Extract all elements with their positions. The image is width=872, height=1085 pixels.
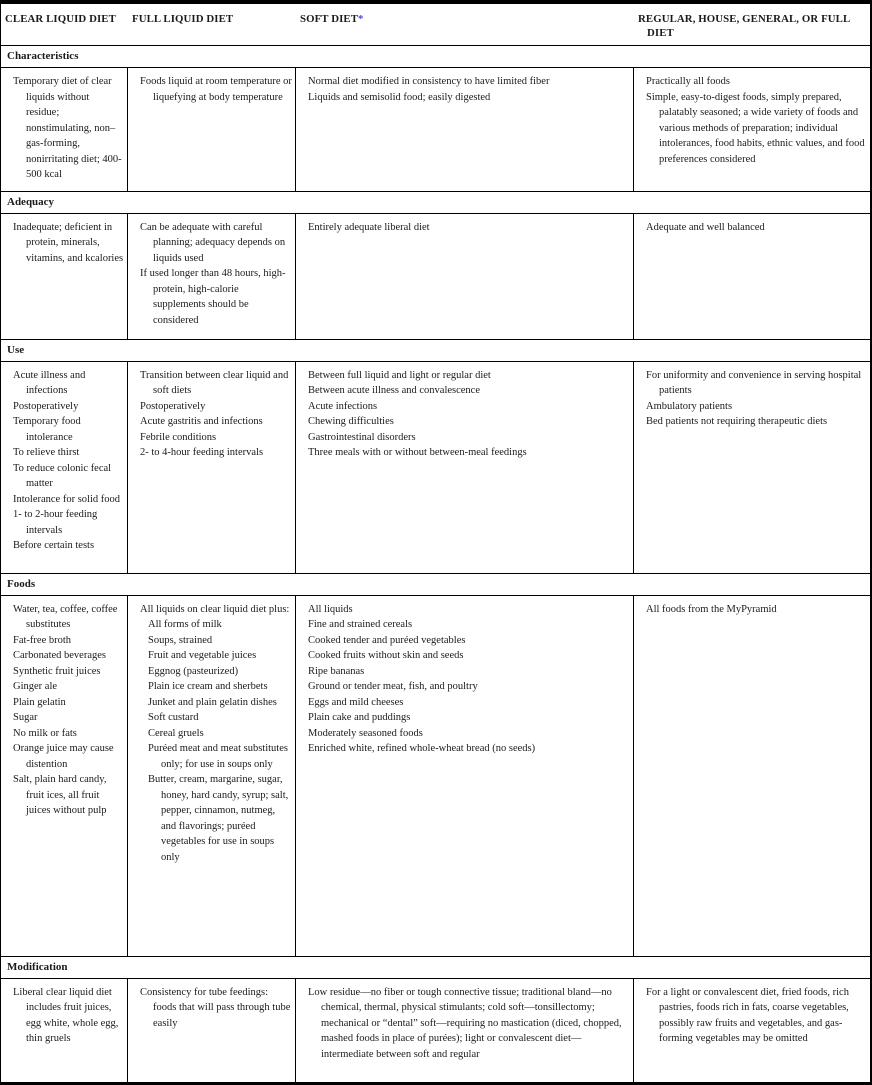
cell-text-item: To reduce colonic fecal matter <box>13 462 112 489</box>
cell-text-item: Water, tea, coffee, coffee substitutes <box>13 603 118 630</box>
section-row-modification <box>1 979 870 1082</box>
section-row-foods <box>1 596 870 956</box>
cell-text-item: Simple, easy-to-digest foods, simply prepared, palatably seasoned; a wide variety of foods and various methods of preparation; individual intolerances, food habits, ethnic values, and food preferences considered <box>646 91 865 165</box>
section-title-modification: Modification <box>1 956 870 979</box>
column-header-label: REGULAR, HOUSE, GENERAL, OR FULL DIET <box>638 13 850 39</box>
cell-text-item: Entirely adequate liberal diet <box>308 221 430 233</box>
cell-modification-col2 <box>128 979 296 1082</box>
cell-text-item: No milk or fats <box>13 727 77 739</box>
cell-text-item: For uniformity and convenience in serving hospital patients <box>646 369 862 396</box>
cell-text-item: Orange juice may cause distention <box>13 743 114 770</box>
cell-adequacy-col4 <box>634 214 870 339</box>
cell-text-item: Fat-free broth <box>13 634 72 646</box>
cell-modification-col3 <box>296 979 634 1082</box>
cell-text-item: To relieve thirst <box>13 447 80 458</box>
cell-modification-col4 <box>634 979 870 1082</box>
cell-text-item: Intolerance for solid food <box>13 493 121 505</box>
cell-text-item: If used longer than 48 hours, high-protein, high-calorie supplements should be considered <box>140 268 286 326</box>
cell-foods-col1 <box>1 596 128 956</box>
cell-text-item: Eggnog (pasteurized) <box>148 665 239 677</box>
cell-text-item: Low residue—no fiber or tough connective tissue; traditional bland—no chemical, thermal, physical stimulants; cold soft—tonsillectomy; mechanical or “dental” soft—requiring no mastication (diced, chopped, mashed foods in place of purées); light or convalescent diet—intermediate between soft and regular <box>308 986 622 1060</box>
cell-text-item: Plain cake and puddings <box>308 712 411 723</box>
cell-text-item: Acute infections <box>308 400 378 412</box>
cell-text-item: Soft custard <box>148 712 199 723</box>
column-header-soft-diet <box>296 4 634 45</box>
section-foods <box>1 573 870 956</box>
cell-text-item: Ambulatory patients <box>646 400 733 412</box>
column-header-full-liquid-diet <box>128 4 296 45</box>
cell-text-item: Febrile conditions <box>140 431 217 443</box>
cell-characteristics-col2 <box>128 68 296 191</box>
cell-text-item: 2- to 4-hour feeding intervals <box>140 447 264 458</box>
table-header-row <box>1 4 870 45</box>
cell-use-col1 <box>1 362 128 573</box>
cell-text-item: Consistency for tube feedings: foods that will pass through tube easily <box>140 986 291 1029</box>
cell-text-item: Junket and plain gelatin dishes <box>148 696 277 708</box>
section-title-foods: Foods <box>1 573 870 596</box>
footnote-asterisk: * <box>358 13 364 25</box>
cell-text-item: 1- to 2-hour feeding intervals <box>13 509 98 536</box>
cell-text-item: Ripe bananas <box>308 665 365 677</box>
column-header-label: CLEAR LIQUID DIET <box>5 13 116 25</box>
cell-foods-col3 <box>296 596 634 956</box>
cell-text-item: Before certain tests <box>13 540 95 551</box>
cell-text-item: All forms of milk <box>148 619 222 630</box>
section-title-use: Use <box>1 339 870 362</box>
cell-text-item: Cereal gruels <box>148 727 204 739</box>
cell-text-item: Liberal clear liquid diet includes fruit juices, egg white, whole egg, thin gruels <box>13 986 119 1044</box>
section-row-adequacy <box>1 214 870 339</box>
cell-foods-col4 <box>634 596 870 956</box>
cell-text-item: Foods liquid at room temperature or liquefying at body temperature <box>140 76 292 103</box>
cell-characteristics-col3 <box>296 68 634 191</box>
cell-text-item: Sugar <box>13 712 38 723</box>
section-row-use <box>1 362 870 573</box>
cell-text-item: Transition between clear liquid and soft diets <box>140 369 289 396</box>
cell-text-item: Synthetic fruit juices <box>13 665 101 677</box>
cell-adequacy-col1 <box>1 214 128 339</box>
cell-text-item: Ginger ale <box>13 681 58 692</box>
cell-text-item: Plain ice cream and sherbets <box>148 681 268 692</box>
cell-text-item: Practically all foods <box>646 76 730 87</box>
section-modification <box>1 956 870 1082</box>
cell-text-item: Chewing difficulties <box>308 416 394 427</box>
cell-text-item: Temporary food intolerance <box>13 416 81 443</box>
cell-text-item: Inadequate; deficient in protein, minerals, vitamins, and kcalories <box>13 221 124 264</box>
cell-text-item: All foods from the MyPyramid <box>646 603 777 615</box>
cell-text-item: Bed patients not requiring therapeutic diets <box>646 416 828 427</box>
column-header-label: FULL LIQUID DIET <box>132 13 234 25</box>
cell-text-item: Moderately seasoned foods <box>308 727 423 739</box>
cell-foods-col2 <box>128 596 296 956</box>
section-characteristics <box>1 45 870 191</box>
cell-text-item: Temporary diet of clear liquids without residue; nonstimulating, non–gas-forming, nonirritating diet; 400-500 kcal <box>13 76 122 180</box>
cell-text-item: Postoperatively <box>140 400 206 412</box>
cell-adequacy-col3 <box>296 214 634 339</box>
cell-characteristics-col4 <box>634 68 870 191</box>
cell-text-item: Between full liquid and light or regular diet <box>308 369 491 381</box>
cell-text-item: All liquids <box>308 603 353 615</box>
cell-text-item: Eggs and mild cheeses <box>308 696 404 708</box>
cell-text-item: Adequate and well balanced <box>646 221 765 233</box>
cell-text-item: Cooked tender and puréed vegetables <box>308 634 466 646</box>
cell-text-item: Puréed meat and meat substitutes only; for use in soups only <box>148 743 288 770</box>
cell-text-item: Fine and strained cereals <box>308 619 413 630</box>
cell-text-item: Three meals with or without between-meal feedings <box>308 447 527 458</box>
section-row-characteristics <box>1 68 870 191</box>
cell-text-item: Acute illness and infections <box>13 369 86 396</box>
cell-modification-col1 <box>1 979 128 1082</box>
column-header-clear-liquid-diet <box>1 4 128 45</box>
section-title-adequacy: Adequacy <box>1 191 870 214</box>
cell-text-item: Enriched white, refined whole-wheat bread (no seeds) <box>308 743 536 754</box>
cell-text-item: Butter, cream, margarine, sugar, honey, hard candy, syrup; salt, pepper, cinnamon, nutmeg, and flavorings; puréed vegetables for use in soups only <box>148 774 289 863</box>
section-adequacy <box>1 191 870 339</box>
cell-text-item: Acute gastritis and infections <box>140 416 263 427</box>
cell-use-col2 <box>128 362 296 573</box>
column-header-regular-diet <box>634 4 870 45</box>
cell-text-item: For a light or convalescent diet, fried foods, rich pastries, foods rich in fats, coarse vegetables, possibly raw fruits and vegetables, and gas-forming vegetables may be omitted <box>646 986 849 1044</box>
cell-text-item: Soups, strained <box>148 634 213 646</box>
cell-text-item: Ground or tender meat, fish, and poultry <box>308 681 478 692</box>
cell-characteristics-col1 <box>1 68 128 191</box>
cell-text-item: Liquids and semisolid food; easily digested <box>308 91 491 103</box>
cell-text-item: Normal diet modified in consistency to have limited fiber <box>308 76 550 87</box>
table-body-sections <box>1 45 870 1082</box>
cell-text-item: Cooked fruits without skin and seeds <box>308 650 464 661</box>
cell-use-col3 <box>296 362 634 573</box>
section-title-characteristics: Characteristics <box>1 45 870 68</box>
cell-text-item: Can be adequate with careful planning; adequacy depends on liquids used <box>140 221 286 264</box>
cell-text-item: Carbonated beverages <box>13 650 106 661</box>
cell-text-item: Fruit and vegetable juices <box>148 650 257 661</box>
cell-adequacy-col2 <box>128 214 296 339</box>
cell-text-item: Plain gelatin <box>13 696 66 708</box>
cell-use-col4 <box>634 362 870 573</box>
cell-text-item: Salt, plain hard candy, fruit ices, all fruit juices without pulp <box>13 774 107 816</box>
cell-text-item: All liquids on clear liquid diet plus: <box>140 603 290 615</box>
column-header-label: SOFT DIET <box>300 13 359 25</box>
cell-text-item: Postoperatively <box>13 400 79 412</box>
cell-text-item: Gastrointestinal disorders <box>308 431 416 443</box>
cell-text-item: Between acute illness and convalescence <box>308 385 481 396</box>
section-use <box>1 339 870 573</box>
